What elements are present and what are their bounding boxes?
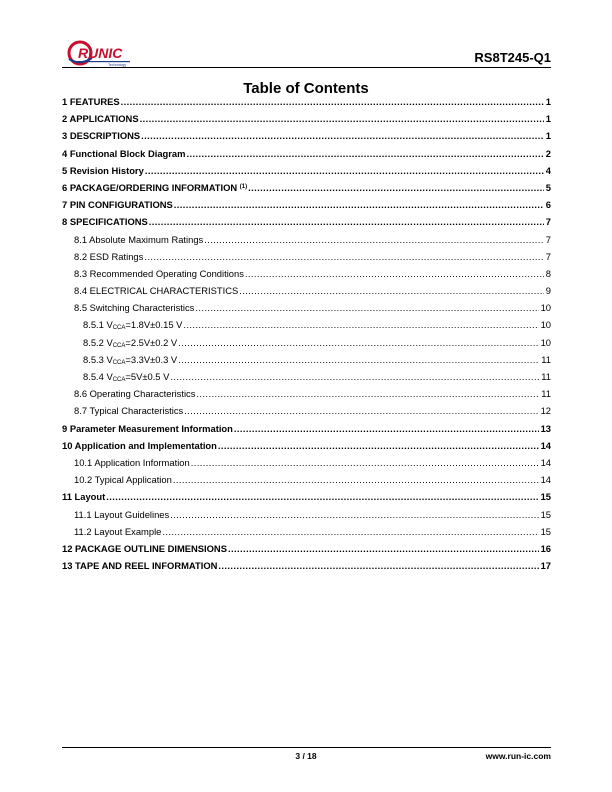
runic-logo (66, 38, 146, 68)
toc-page-number: 1 (545, 96, 551, 107)
toc-entry-label: 8 SPECIFICATIONS (62, 216, 148, 228)
toc-leader-dots (174, 199, 544, 210)
toc-entry-label: 10 Application and Implementation (62, 439, 217, 451)
toc-leader-dots (173, 474, 539, 485)
toc-leader-dots (245, 268, 544, 279)
document-id: RS8T245-Q1 (474, 50, 551, 65)
toc-entry-label: 8.6 Operating Characteristics (74, 388, 196, 400)
toc-entry[interactable] (62, 302, 551, 319)
toc-page-number: 14 (540, 439, 551, 451)
toc-leader-dots (234, 423, 539, 434)
toc-entry[interactable] (62, 182, 551, 199)
toc-entry-label: 8.7 Typical Characteristics (74, 405, 184, 417)
website-link[interactable]: www.run-ic.com (485, 751, 551, 761)
toc-entry[interactable] (62, 560, 551, 577)
toc-leader-dots (145, 165, 544, 176)
toc-leader-dots (248, 182, 544, 193)
toc-page-number: 9 (545, 285, 551, 297)
table-of-contents (62, 96, 551, 577)
toc-page-number: 12 (540, 405, 551, 417)
toc-entry[interactable] (62, 423, 551, 440)
toc-page-number: 7 (545, 250, 551, 262)
toc-page-number: 5 (545, 181, 551, 193)
toc-leader-dots (144, 251, 543, 262)
toc-leader-dots (239, 285, 544, 296)
toc-entry-label: 11.2 Layout Example (74, 525, 162, 537)
toc-page-number: 11 (541, 388, 551, 400)
toc-entry[interactable] (62, 354, 551, 371)
toc-page-number: 8 (545, 267, 551, 279)
toc-entry-label: 3 DESCRIPTIONS (62, 130, 141, 142)
toc-page-number: 13 (540, 422, 551, 434)
toc-leader-dots (170, 371, 539, 382)
toc-leader-dots (149, 216, 544, 227)
toc-leader-dots (170, 509, 538, 520)
toc-page-number: 2 (545, 147, 551, 159)
toc-entry[interactable] (62, 526, 551, 543)
toc-entry-label: 6 PACKAGE/ORDERING INFORMATION $^{(1)}$ (62, 181, 248, 193)
toc-entry[interactable] (62, 491, 551, 508)
page-number: 3 / 18 (295, 751, 317, 761)
toc-leader-dots (106, 491, 538, 502)
toc-entry-label: 4 Functional Block Diagram (62, 147, 186, 159)
toc-entry[interactable] (62, 371, 551, 388)
toc-page-number: 7 (545, 216, 551, 228)
toc-entry-label: 8.5.3 $V_{CCA}=3.3V\pm 0.3$ V (83, 353, 178, 366)
toc-page-number: 17 (540, 560, 551, 572)
page-header (62, 38, 551, 68)
toc-leader-dots (184, 405, 538, 416)
toc-leader-dots (141, 130, 544, 141)
toc-leader-dots (196, 388, 539, 399)
toc-entry-label: 8.4 ELECTRICAL CHARACTERISTICS (74, 285, 239, 297)
toc-entry[interactable] (62, 251, 551, 268)
toc-entry-label: 10.2 Typical Application (74, 474, 172, 486)
toc-entry-label: 8.3 Recommended Operating Conditions (74, 267, 244, 279)
toc-leader-dots (186, 148, 543, 159)
toc-leader-dots (121, 96, 544, 107)
toc-leader-dots (204, 234, 544, 245)
toc-entry[interactable] (62, 543, 551, 560)
logo-text: RUNIC (78, 45, 123, 61)
toc-entry-label: 2 APPLICATIONS (62, 113, 139, 125)
header-divider (62, 67, 551, 68)
toc-leader-dots (191, 457, 539, 468)
toc-entry[interactable] (62, 113, 551, 130)
toc-entry-label: 9 Parameter Measurement Information (62, 422, 233, 434)
toc-leader-dots (228, 543, 539, 554)
toc-entry-label: 11.1 Layout Guidelines (74, 508, 170, 520)
toc-entry[interactable] (62, 165, 551, 182)
toc-entry[interactable] (62, 337, 551, 354)
toc-leader-dots (195, 302, 538, 313)
toc-page-number: 7 (545, 233, 551, 245)
toc-entry[interactable] (62, 457, 551, 474)
toc-leader-dots (162, 526, 538, 537)
toc-entry-label: 5 Revision History (62, 164, 144, 176)
logo-subtext: Technology (108, 63, 127, 67)
toc-page-number: 11 (541, 353, 551, 365)
toc-page-number: 15 (540, 508, 551, 520)
toc-page-number: 10 (540, 302, 551, 314)
toc-page-number: 16 (540, 542, 551, 554)
toc-entry-label: 10.1 Application Information (74, 456, 190, 468)
toc-entry[interactable] (62, 319, 551, 336)
toc-page-number: 15 (540, 491, 551, 503)
toc-leader-dots (218, 440, 539, 451)
toc-entry-label: 13 TAPE AND REEL INFORMATION (62, 560, 218, 572)
toc-entry[interactable] (62, 96, 551, 113)
toc-page-number: 14 (540, 456, 551, 468)
toc-entry-label: 1 FEATURES (62, 96, 120, 107)
toc-entry-label: 8.5.1 $V_{CCA}=1.8V\pm 0.15$ V (83, 319, 183, 332)
toc-entry[interactable] (62, 388, 551, 405)
toc-entry[interactable] (62, 199, 551, 216)
toc-page-number: 15 (540, 525, 551, 537)
toc-entry-label: 11 Layout (62, 491, 106, 503)
toc-page-number: 11 (541, 371, 551, 382)
toc-entry[interactable] (62, 234, 551, 251)
toc-entry-label: 8.2 ESD Ratings (74, 250, 144, 262)
toc-entry[interactable] (62, 130, 551, 147)
toc-leader-dots (183, 319, 538, 330)
toc-page-number: 10 (540, 319, 551, 331)
toc-entry[interactable] (62, 148, 551, 165)
page-title: Table of Contents (243, 80, 369, 97)
toc-page-number: 14 (540, 474, 551, 486)
toc-page-number: 1 (545, 113, 551, 125)
toc-entry[interactable] (62, 509, 551, 526)
toc-entry-label: 8.5.4 $V_{CCA}=5V\pm 0.5$ V (83, 371, 170, 383)
toc-leader-dots (140, 113, 544, 124)
toc-page-number: 6 (545, 199, 551, 211)
toc-leader-dots (178, 354, 539, 365)
toc-page-number: 1 (545, 130, 551, 142)
toc-entry-label: 7 PIN CONFIGURATIONS (62, 199, 173, 211)
toc-leader-dots (178, 337, 538, 348)
toc-entry-label: 8.1 Absolute Maximum Ratings (74, 233, 204, 245)
toc-page-number: 4 (545, 164, 551, 176)
toc-entry[interactable] (62, 268, 551, 285)
toc-entry[interactable] (62, 285, 551, 302)
toc-leader-dots (218, 560, 538, 571)
toc-entry-label: 8.5.2 $V_{CCA}=2.5V\pm 0.2$ V (83, 336, 178, 349)
toc-entry-label: 12 PACKAGE OUTLINE DIMENSIONS (62, 542, 227, 554)
footer-divider (62, 747, 551, 748)
toc-page-number: 10 (540, 336, 551, 348)
toc-entry[interactable] (62, 216, 551, 233)
toc-entry-label: 8.5 Switching Characteristics (74, 302, 195, 314)
toc-entry[interactable] (62, 440, 551, 457)
toc-entry[interactable] (62, 474, 551, 491)
toc-entry[interactable] (62, 405, 551, 422)
